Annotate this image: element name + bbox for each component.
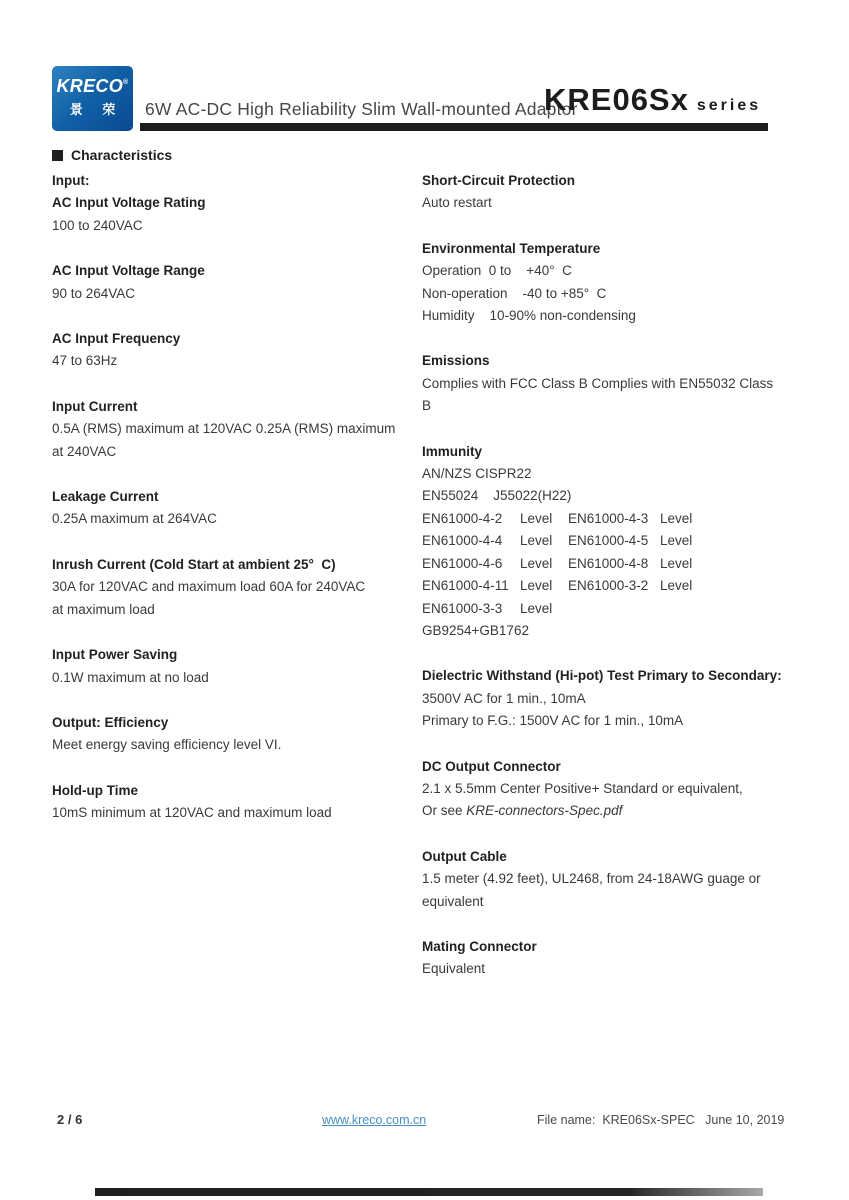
- spec-line: 10mS minimum at 120VAC and maximum load: [52, 805, 332, 821]
- spec-line: 47 to 63Hz: [52, 353, 118, 369]
- spec-line: Auto restart: [422, 195, 492, 211]
- spec-block: [52, 328, 414, 373]
- spec-block: [52, 780, 414, 825]
- characteristics-right-column: [422, 170, 784, 1004]
- spec-block: [52, 260, 414, 305]
- file-label: File name:: [537, 1113, 596, 1127]
- spec-heading: Environmental Temperature: [422, 240, 601, 256]
- spec-line: 100 to 240VAC: [52, 217, 143, 233]
- spec-heading: Inrush Current (Cold Start at ambient 25° C): [52, 556, 336, 572]
- section-title-label: Characteristics: [71, 147, 173, 163]
- spec-block: [52, 170, 414, 192]
- series-name: KRE06Sx: [544, 82, 689, 117]
- spec-heading: Input Power Saving: [52, 647, 178, 663]
- spec-line: 0.5A (RMS) maximum at 120VAC 0.25A (RMS) maximum: [52, 421, 396, 437]
- header-rule: [140, 123, 768, 131]
- spec-line: 30A for 120VAC and maximum load 60A for 240VAC: [52, 579, 366, 595]
- spec-line: 1.5 meter (4.92 feet), UL2468, from 24-18AWG guage or equivalent: [422, 871, 765, 909]
- spec-heading: Short-Circuit Protection: [422, 173, 576, 188]
- spec-line: Equivalent: [422, 961, 486, 977]
- immunity-cell: EN61000-3-2: [568, 578, 649, 594]
- spec-heading: AC Input Voltage Range: [52, 263, 205, 279]
- spec-heading: Mating Connector: [422, 938, 537, 954]
- spec-block: [52, 644, 414, 689]
- spec-heading: Hold-up Time: [52, 782, 138, 798]
- spec-line: Complies with FCC Class B Complies with EN55032 Class B: [422, 375, 777, 414]
- spec-line: Primary to F.G.: 1500V AC for 1 min., 10mA: [422, 713, 684, 729]
- spec-heading: AC Input Frequency: [52, 331, 181, 347]
- spec-block: [422, 170, 784, 215]
- immunity-cell: Level: [520, 578, 553, 594]
- spec-line: Humidity 10-90% non-condensing: [422, 308, 636, 324]
- spec-block: [52, 554, 414, 621]
- spec-line: EN55024 J55022(H22): [422, 488, 572, 504]
- immunity-cell: Level: [660, 578, 693, 594]
- product-subtitle: 6W AC-DC High Reliability Slim Wall-mounted Adaptor: [145, 99, 578, 119]
- immunity-cell: EN61000-4-5: [568, 533, 649, 549]
- immunity-cell: [660, 598, 784, 620]
- series-suffix: series: [696, 97, 762, 114]
- website-link[interactable]: www.kreco.com.cn: [322, 1113, 427, 1127]
- immunity-cell: Level: [660, 510, 693, 526]
- spec-block: [422, 936, 784, 981]
- immunity-cell: EN61000-4-8: [568, 555, 649, 571]
- spec-heading: DC Output Connector: [422, 758, 561, 774]
- footer-rule: [95, 1188, 763, 1196]
- spec-block: [422, 350, 784, 417]
- spec-heading: Output: Efficiency: [52, 714, 169, 730]
- immunity-cell: EN61000-3-3: [422, 600, 503, 616]
- page-number: 2 / 6: [57, 1112, 83, 1127]
- kreco-logo-wordmark: KRECO®: [56, 76, 129, 96]
- spec-heading: Output Cable: [422, 848, 507, 864]
- immunity-table: [422, 508, 784, 620]
- spec-block: [422, 665, 784, 732]
- immunity-cell: EN61000-4-6: [422, 555, 503, 571]
- immunity-cell: EN61000-4-4: [422, 533, 503, 549]
- immunity-cell: Level: [520, 533, 553, 549]
- spec-line: at maximum load: [52, 601, 155, 617]
- section-marker-icon: [52, 150, 63, 161]
- spec-block: [52, 712, 414, 757]
- file-date: June 10, 2019: [705, 1113, 785, 1127]
- spec-heading: Emissions: [422, 353, 490, 369]
- immunity-cell: Level: [660, 533, 693, 549]
- spec-line: at 240VAC: [52, 443, 117, 459]
- kreco-logo: [52, 66, 133, 131]
- spec-line: 3500V AC for 1 min., 10mA: [422, 690, 586, 706]
- spec-line: Meet energy saving efficiency level VI.: [52, 737, 282, 753]
- immunity-cell: Level: [520, 510, 553, 526]
- characteristics-left-column: [52, 170, 414, 848]
- spec-block: [52, 486, 414, 531]
- spec-line: GB9254+GB1762: [422, 622, 529, 638]
- spec-line: AN/NZS CISPR22: [422, 466, 532, 482]
- kreco-logo-chinese: 景 荣: [69, 102, 124, 117]
- spec-heading: AC Input Voltage Rating: [52, 195, 206, 211]
- section-title-characteristics: [52, 147, 172, 163]
- spec-line: 90 to 264VAC: [52, 285, 136, 301]
- spec-block: [422, 238, 784, 328]
- spec-heading: Leakage Current: [52, 489, 159, 505]
- immunity-cell: Level: [520, 600, 553, 616]
- immunity-cell: Level: [520, 555, 553, 571]
- spec-heading: Dielectric Withstand (Hi-pot) Test Primary to Secondary:: [422, 668, 782, 684]
- spec-heading: Immunity: [422, 443, 483, 459]
- spec-heading: Input Current: [52, 398, 138, 414]
- file-info: [537, 1113, 784, 1127]
- immunity-cell: EN61000-4-11: [422, 578, 509, 594]
- file-name: KRE06Sx-SPEC: [602, 1113, 695, 1127]
- spec-line: Operation 0 to +40° C: [422, 263, 572, 279]
- spec-line: 0.25A maximum at 264VAC: [52, 511, 217, 527]
- immunity-cell: [568, 598, 660, 620]
- spec-heading: Input:: [52, 173, 90, 188]
- immunity-cell: EN61000-4-2: [422, 510, 503, 526]
- registered-mark-icon: ®: [123, 79, 129, 86]
- series-title: [544, 82, 761, 118]
- spec-line: Non-operation -40 to +85° C: [422, 285, 607, 301]
- spec-block: [422, 441, 784, 643]
- spec-line: 2.1 x 5.5mm Center Positive+ Standard or equivalent,: [422, 780, 743, 796]
- immunity-cell: EN61000-4-3: [568, 510, 649, 526]
- spec-block: [52, 192, 414, 237]
- immunity-cell: Level: [660, 555, 693, 571]
- spec-line: 0.1W maximum at no load: [52, 669, 209, 685]
- spec-block: [52, 396, 414, 463]
- spec-block: [422, 846, 784, 913]
- spec-block: [422, 756, 784, 823]
- spec-line: Or see KRE-connectors-Spec.pdf: [422, 803, 623, 819]
